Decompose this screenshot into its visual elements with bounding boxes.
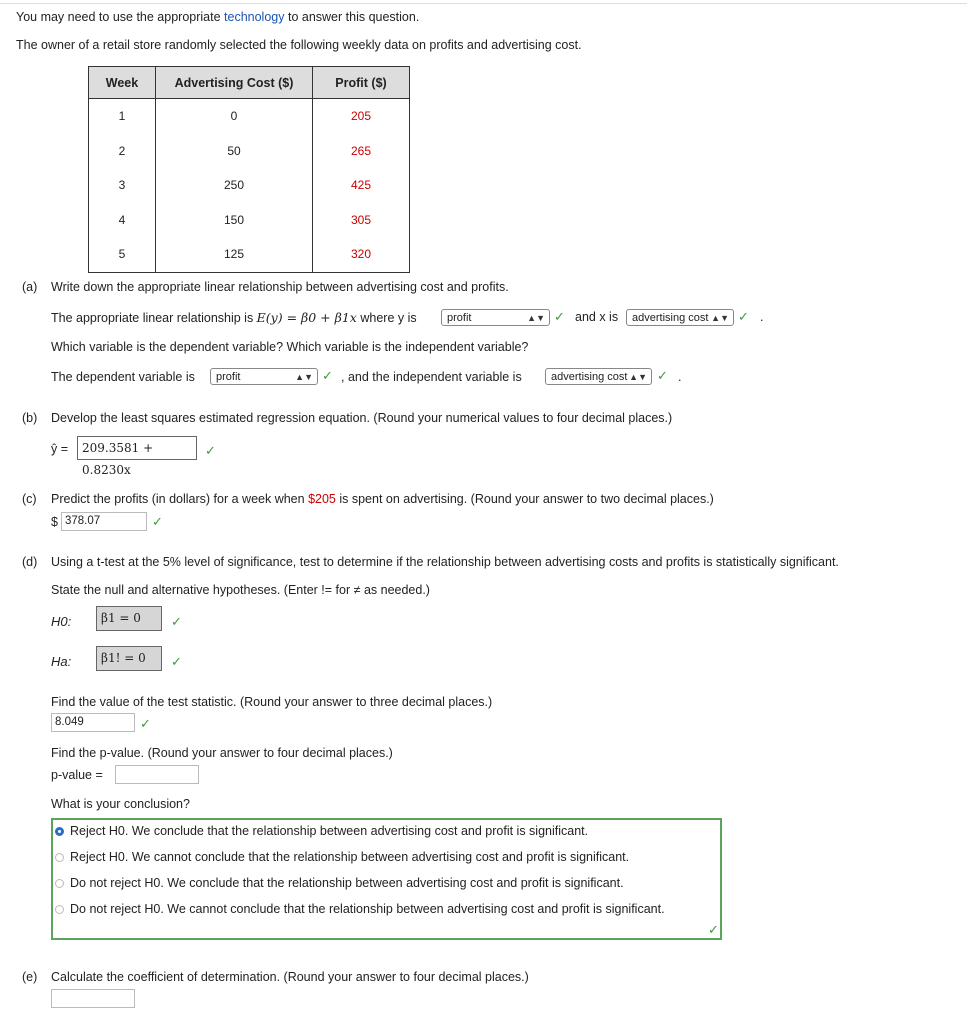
select-independent-variable[interactable] — [545, 368, 652, 385]
header-week: Week — [89, 67, 156, 99]
part-a-question: Write down the appropriate linear relationship between advertising cost and profits. — [51, 280, 509, 294]
test-statistic-question: Find the value of the test statistic. (Round your answer to three decimal places.) — [51, 695, 493, 709]
description: The owner of a retail store randomly selected the following weekly data on profits and advertising cost. — [16, 38, 582, 52]
h0-label: H0: — [51, 614, 72, 629]
radio-icon[interactable] — [55, 853, 64, 862]
part-a-label: (a) — [22, 280, 38, 294]
radio-icon[interactable] — [55, 879, 64, 888]
checkmark-icon: ✓ — [140, 716, 151, 731]
cell-week: 1 — [89, 99, 156, 134]
cell-profit: 205 — [313, 99, 410, 134]
select-dependent-variable[interactable] — [210, 368, 318, 385]
checkmark-icon: ✓ — [322, 368, 333, 383]
cell-cost: 0 — [156, 99, 313, 134]
choice-do-not-reject-significant[interactable] — [55, 876, 624, 890]
data-table — [88, 66, 410, 273]
conclusion-choices — [51, 818, 722, 940]
part-e-question: Calculate the coefficient of determination. (Round your answer to four decimal places.) — [51, 970, 529, 984]
part-c-question — [51, 492, 714, 506]
relationship-formula: E(y) = β0 + β1x — [256, 310, 357, 325]
checkmark-icon: ✓ — [205, 443, 216, 458]
checkmark-icon: ✓ — [554, 309, 565, 324]
cell-cost: 150 — [156, 203, 313, 238]
intro-pre: You may need to use the appropriate — [16, 10, 225, 24]
checkmark-icon: ✓ — [152, 514, 163, 529]
table-header-row — [89, 67, 410, 99]
advertising-amount: $205 — [308, 492, 336, 506]
intro-post: to answer this question. — [284, 10, 420, 24]
part-a-question2: Which variable is the dependent variable? Which variable is the independent variable? — [51, 340, 529, 354]
period: . — [678, 370, 682, 384]
checkmark-icon: ✓ — [708, 922, 719, 937]
radio-icon[interactable] — [55, 905, 64, 914]
technology-link[interactable]: technology — [224, 10, 285, 24]
table-row — [89, 134, 410, 169]
updown-arrow-icon: ▲▼ — [527, 313, 545, 323]
select-x-value: advertising cost — [632, 312, 709, 324]
yhat-label: ŷ = — [51, 442, 69, 456]
choice-reject-cannot-conclude[interactable] — [55, 850, 629, 864]
table-row — [89, 99, 410, 134]
part-d-label: (d) — [22, 555, 38, 569]
p-value-question: Find the p-value. (Round your answer to four decimal places.) — [51, 746, 393, 760]
checkmark-icon: ✓ — [738, 309, 749, 324]
updown-arrow-icon: ▲▼ — [711, 313, 729, 323]
part-b-question: Develop the least squares estimated regression equation. (Round your numerical values to four decimal places.) — [51, 411, 673, 425]
relationship-line — [51, 310, 417, 325]
cell-profit: 425 — [313, 168, 410, 203]
cell-profit: 320 — [313, 237, 410, 272]
cell-cost: 250 — [156, 168, 313, 203]
cell-week: 4 — [89, 203, 156, 238]
select-x-variable[interactable] — [626, 309, 734, 326]
cell-week: 2 — [89, 134, 156, 169]
choice-reject-significant[interactable] — [55, 824, 588, 838]
select-y-value: profit — [447, 312, 472, 324]
part-c-question-post: is spent on advertising. (Round your answer to two decimal places.) — [335, 492, 714, 506]
hypotheses-instructions: State the null and alternative hypotheses. (Enter != for ≠ as needed.) — [51, 583, 430, 597]
predicted-profit-input[interactable]: 378.07 — [61, 512, 147, 531]
header-advertising-cost: Advertising Cost ($) — [156, 67, 313, 99]
ha-label: Ha: — [51, 654, 72, 669]
header-profit: Profit ($) — [313, 67, 410, 99]
checkmark-icon: ✓ — [657, 368, 668, 383]
cell-week: 5 — [89, 237, 156, 272]
coefficient-of-determination-input[interactable] — [51, 989, 135, 1008]
and-x-text: and x is — [575, 310, 619, 324]
select-independent-value: advertising cost — [551, 371, 628, 383]
p-value-label: p-value = — [51, 768, 103, 782]
cell-profit: 265 — [313, 134, 410, 169]
choice-label: Reject H0. We cannot conclude that the relationship between advertising cost and profit is significant. — [70, 850, 630, 864]
choice-label: Do not reject H0. We cannot conclude that the relationship between advertising cost and profit is significant. — [70, 902, 665, 916]
period: . — [760, 310, 764, 324]
table-row — [89, 237, 410, 272]
part-e-label: (e) — [22, 970, 38, 984]
cell-week: 3 — [89, 168, 156, 203]
checkmark-icon: ✓ — [171, 654, 182, 669]
updown-arrow-icon: ▲▼ — [629, 372, 647, 382]
cell-cost: 125 — [156, 237, 313, 272]
part-c-label: (c) — [22, 492, 37, 506]
cell-profit: 305 — [313, 203, 410, 238]
choice-label: Do not reject H0. We conclude that the relationship between advertising cost and profit is significant. — [70, 876, 624, 890]
independent-text: , and the independent variable is — [341, 370, 522, 384]
select-dependent-value: profit — [216, 371, 241, 383]
part-c-question-pre: Predict the profits (in dollars) for a week when — [51, 492, 309, 506]
updown-arrow-icon: ▲▼ — [295, 372, 313, 382]
null-hypothesis-input[interactable]: β1 = 0 — [96, 606, 162, 631]
checkmark-icon: ✓ — [171, 614, 182, 629]
choice-label: Reject H0. We conclude that the relationship between advertising cost and profit is significant. — [70, 824, 589, 838]
radio-icon[interactable] — [55, 827, 64, 836]
test-statistic-input[interactable]: 8.049 — [51, 713, 135, 732]
top-border — [0, 3, 967, 4]
dependent-text: The dependent variable is — [51, 370, 195, 384]
intro-text — [16, 10, 419, 24]
currency-symbol: $ — [51, 515, 58, 529]
table-row — [89, 168, 410, 203]
select-y-variable[interactable] — [441, 309, 550, 326]
part-d-question: Using a t-test at the 5% level of significance, test to determine if the relationship between advertising costs and profits is statistically significant. — [51, 555, 839, 569]
relationship-text-2: where y is — [356, 311, 417, 325]
alternative-hypothesis-input[interactable]: β1! = 0 — [96, 646, 162, 671]
part-b-label: (b) — [22, 411, 38, 425]
choice-do-not-reject-cannot-conclude[interactable] — [55, 902, 665, 916]
conclusion-question: What is your conclusion? — [51, 797, 190, 811]
regression-equation-input[interactable]: 209.3581 + 0.8230x — [77, 436, 197, 460]
table-row — [89, 203, 410, 238]
cell-cost: 50 — [156, 134, 313, 169]
relationship-text: The appropriate linear relationship is — [51, 311, 257, 325]
p-value-input[interactable] — [115, 765, 199, 784]
